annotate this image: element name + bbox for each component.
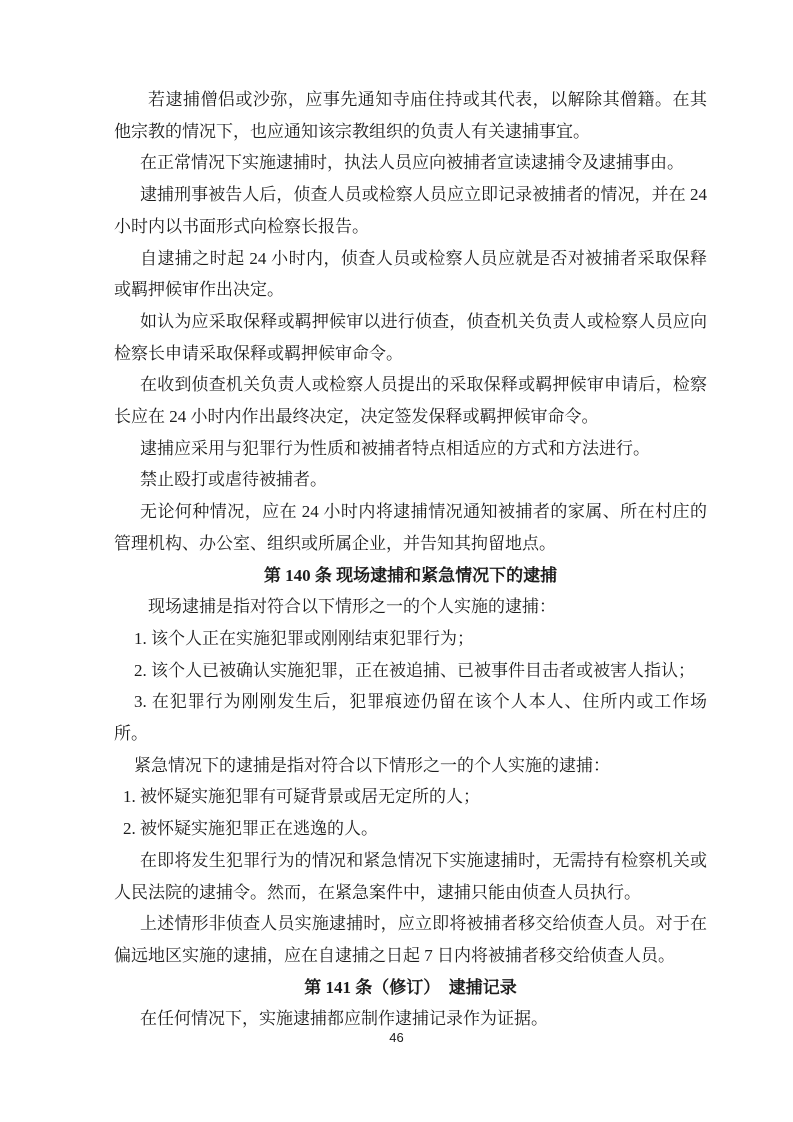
article-heading-140: 第 140 条 现场逮捕和紧急情况下的逮捕 xyxy=(263,565,558,585)
paragraph: 若逮捕僧侣或沙弥，应事先通知寺庙住持或其代表，以解除其僧籍。在其他宗教的情况下，也应通知该宗教组织的负责人有关逮捕事宜。 xyxy=(114,90,707,141)
paragraph: 自逮捕之时起 24 小时内，侦查人员或检察人员应就是否对被捕者采取保释或羁押候审作出决定。 xyxy=(114,248,707,300)
paragraph: 现场逮捕是指对符合以下情形之一的个人实施的逮捕： xyxy=(148,597,556,617)
paragraph: 在收到侦查机关负责人或检察人员提出的采取保释或羁押候审申请后，检察长应在 24 小时内作出最终决定，决定签发保释或羁押候审命令。 xyxy=(114,375,707,427)
paragraph: 在正常情况下实施逮捕时，执法人员应向被捕者宣读逮捕令及逮捕事由。 xyxy=(140,153,684,173)
list-item: 2. 该个人已被确认实施犯罪，正在被追捕、已被事件目击者或被害人指认； xyxy=(134,660,695,680)
document-body xyxy=(114,84,707,1035)
paragraph: 上述情形非侦查人员实施逮捕时，应立即将被捕者移交给侦查人员。对于在偏远地区实施的逮捕，应在自逮捕之日起 7 日内将被捕者移交给侦查人员。 xyxy=(114,914,707,965)
paragraph: 逮捕刑事被告人后，侦查人员或检察人员应立即记录被捕者的情况，并在 24 小时内以书面形式向检察长报告。 xyxy=(114,185,707,236)
paragraph: 在任何情况下，实施逮捕都应制作逮捕记录作为证据。 xyxy=(140,1009,548,1029)
list-item: 1. 该个人正在实施犯罪或刚刚结束犯罪行为； xyxy=(134,628,474,648)
page-number: 46 xyxy=(389,1030,404,1045)
paragraph: 无论何种情况，应在 24 小时内将逮捕情况通知被捕者的家属、所在村庄的管理机构、办公室、组织或所属企业，并告知其拘留地点。 xyxy=(114,502,707,553)
article-heading-141: 第 141 条（修订） 逮捕记录 xyxy=(304,977,517,997)
paragraph: 在即将发生犯罪行为的情况和紧急情况下实施逮捕时，无需持有检察机关或人民法院的逮捕令。然而，在紧急案件中，逮捕只能由侦查人员执行。 xyxy=(114,850,707,902)
paragraph: 如认为应采取保释或羁押候审以进行侦查，侦查机关负责人或检察人员应向检察长申请采取保释或羁押候审命令。 xyxy=(114,311,707,363)
paragraph: 禁止殴打或虐待被捕者。 xyxy=(140,470,327,490)
paragraph: 紧急情况下的逮捕是指对符合以下情形之一的个人实施的逮捕： xyxy=(134,755,610,775)
list-item: 1. 被怀疑实施犯罪有可疑背景或居无定所的人； xyxy=(123,787,480,807)
list-item: 3. 在犯罪行为刚刚发生后，犯罪痕迹仍留在该个人本人、住所内或工作场所。 xyxy=(114,692,707,744)
paragraph: 逮捕应采用与犯罪行为性质和被捕者特点相适应的方式和方法进行。 xyxy=(140,438,650,458)
list-item: 2. 被怀疑实施犯罪正在逃逸的人。 xyxy=(123,819,378,839)
